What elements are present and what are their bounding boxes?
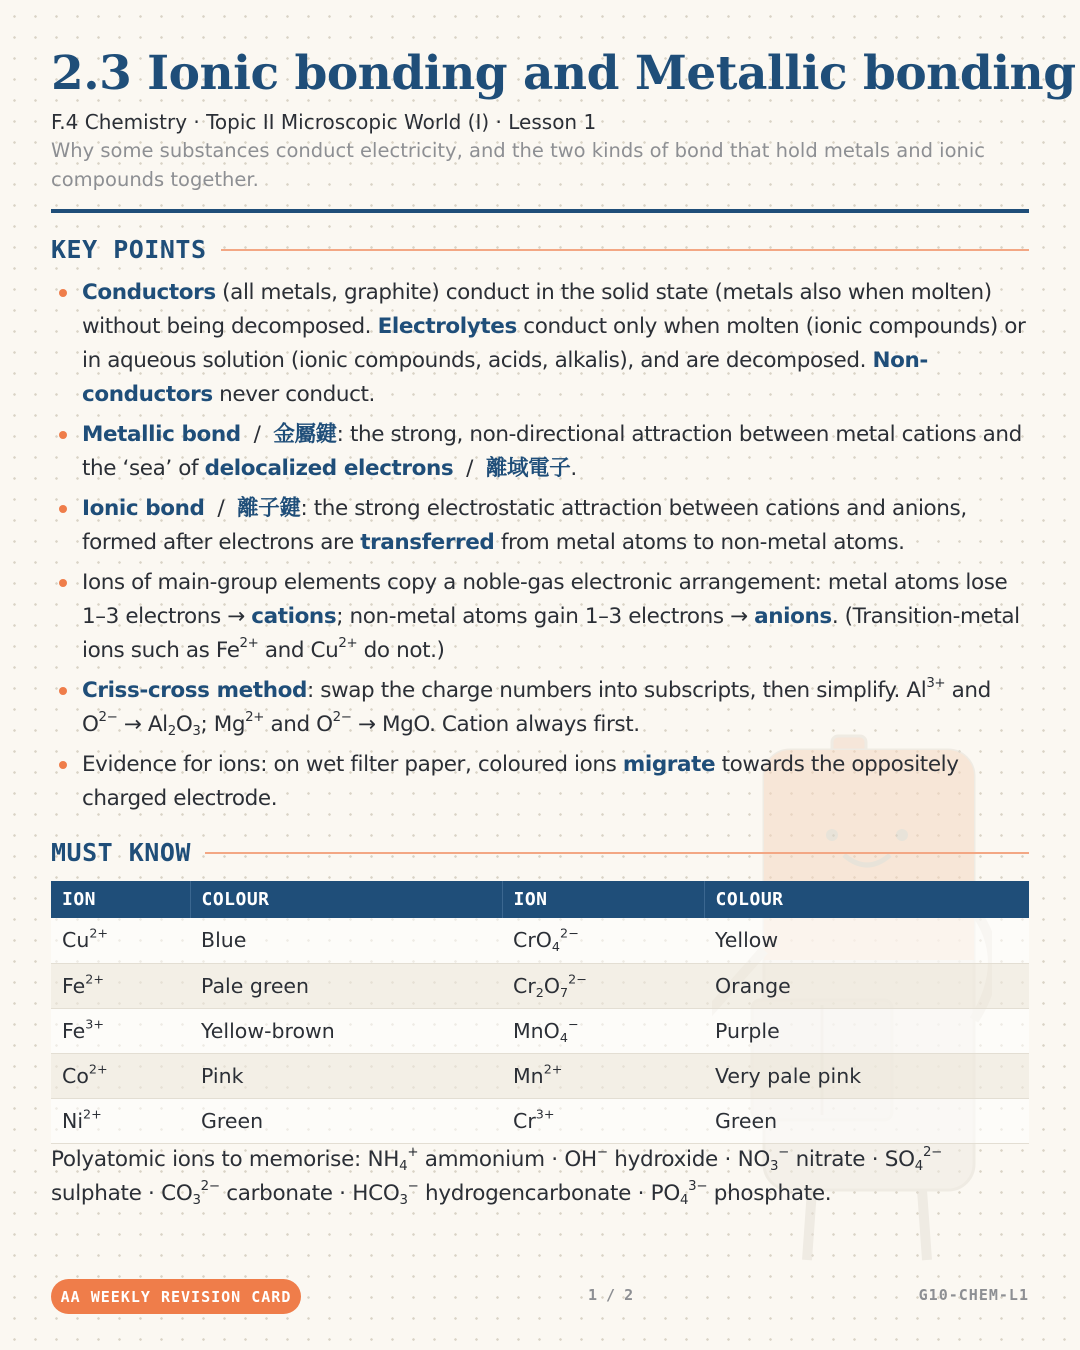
colour-cell: Orange — [704, 963, 1029, 1008]
bullet-icon — [59, 505, 67, 513]
table-row — [51, 1098, 1029, 1143]
ion-cell: MnO$_4$− — [502, 1008, 704, 1053]
bullet-icon — [59, 761, 67, 769]
ion-cell: $Co^{2+}$ — [51, 1053, 190, 1098]
key-point-item — [51, 748, 1029, 816]
key-point-item — [51, 492, 1029, 560]
page-title: 2.3 Ionic bonding and Metallic bonding — [51, 46, 1076, 101]
key-point-text: Ionic bond / 離子鍵: the strong electrostatic attraction between cations and anions, formed after electrons are transferred from metal atoms to non-metal atoms. — [82, 496, 967, 555]
section-divider — [221, 249, 1029, 251]
table-row — [51, 1008, 1029, 1053]
section-divider — [205, 852, 1029, 854]
bullet-icon — [59, 289, 67, 297]
key-point-item — [51, 566, 1029, 668]
key-point-item — [51, 418, 1029, 486]
colour-cell: Very pale pink — [704, 1053, 1029, 1098]
colour-cell: Yellow-brown — [190, 1008, 502, 1053]
colour-cell: Purple — [704, 1008, 1029, 1053]
ion-cell: $Ni^{2+}$ — [51, 1098, 190, 1143]
bullet-icon — [59, 579, 67, 587]
key-point-text: Conductors (all metals, graphite) conduct in the solid state (metals also when molten) without being decomposed. Electrolytes conduct only when molten (ionic compounds) or in aqueous solution (ionic compounds, acids, alkalis), and are decomposed. Non-conductors never conduct. — [82, 280, 1026, 407]
ion-cell: $Fe^{3+}$ — [51, 1008, 190, 1053]
key-point-text: Evidence for ions: on wet filter paper, coloured ions migrate towards the oppositely charged electrode. — [82, 752, 959, 811]
colour-cell: Green — [190, 1098, 502, 1143]
key-point-text: Metallic bond / 金屬鍵: the strong, non-directional attraction between metal cations and the ‘sea’ of delocalized electrons / 離域電子. — [82, 422, 1022, 481]
column-header: COLOUR — [704, 881, 1029, 918]
ion-colour-table — [51, 881, 1029, 1144]
ion-cell: CrO$_4^{2-}$ — [502, 918, 704, 963]
colour-cell: Pink — [190, 1053, 502, 1098]
must-know-label: MUST KNOW — [51, 838, 191, 867]
header-divider — [51, 209, 1029, 213]
colour-cell: Yellow — [704, 918, 1029, 963]
colour-cell: Blue — [190, 918, 502, 963]
bullet-icon — [59, 431, 67, 439]
key-point-text: Criss-cross method: swap the charge numbers into subscripts, then simplify. $Al^{3+}$ and $O^{2-} \to Al_2O_3$; $Mg^{2+}$ and $O^{2-}$ → MgO. Cation always first. — [82, 676, 991, 739]
lesson-intro: Why some substances conduct electricity, and the two kinds of bond that hold metals and ionic compounds together. — [51, 139, 986, 191]
key-point-item — [51, 674, 1029, 742]
ion-cell: $Cr_2O_7^{2-}$ — [502, 963, 704, 1008]
table-row — [51, 918, 1029, 963]
table-header-row — [51, 881, 1029, 918]
key-points-list — [51, 276, 1029, 822]
table-row — [51, 1053, 1029, 1098]
colour-cell: Pale green — [190, 963, 502, 1008]
course-breadcrumb: F.4 Chemistry · Topic II Microscopic World (I) · Lesson 1 — [51, 110, 597, 134]
card-code: G10-CHEM-L1 — [918, 1286, 1029, 1304]
ion-cell: $Mn^{2+}$ — [502, 1053, 704, 1098]
revision-card-badge: AA WEEKLY REVISION CARD — [51, 1279, 301, 1314]
bullet-icon — [59, 687, 67, 695]
key-point-text: Ions of main-group elements copy a noble-gas electronic arrangement: metal atoms lose 1–3 electrons → cations; non-metal atoms gain 1–3 electrons → anions. (Transition-metal ions such as $Fe^{2+}$ and $Cu^{2+}$ do not.) — [82, 570, 1020, 663]
page-indicator: 1 / 2 — [588, 1286, 634, 1304]
table-row — [51, 963, 1029, 1008]
key-point-item — [51, 276, 1029, 412]
key-points-label: KEY POINTS — [51, 235, 207, 264]
key-points-heading — [51, 235, 1029, 264]
column-header: COLOUR — [190, 881, 502, 918]
column-header: ION — [51, 881, 190, 918]
column-header: ION — [502, 881, 704, 918]
ion-cell: $Cr^{3+}$ — [502, 1098, 704, 1143]
ion-cell: $Fe^{2+}$ — [51, 963, 190, 1008]
revision-card — [51, 0, 1076, 1350]
polyatomic-ions-note: Polyatomic ions to memorise: $NH_4^+$ ammonium · OH− hydroxide · $NO_3^-$ nitrate · $SO_4^{2-}$ sulphate · $CO_3^{2-}$ carbonate · $HCO_3^-$ hydrogencarbonate · $PO_4^{3-}$ phosphate. — [51, 1145, 943, 1208]
ion-cell: $Cu^{2+}$ — [51, 918, 190, 963]
must-know-heading — [51, 838, 1029, 867]
colour-cell: Green — [704, 1098, 1029, 1143]
